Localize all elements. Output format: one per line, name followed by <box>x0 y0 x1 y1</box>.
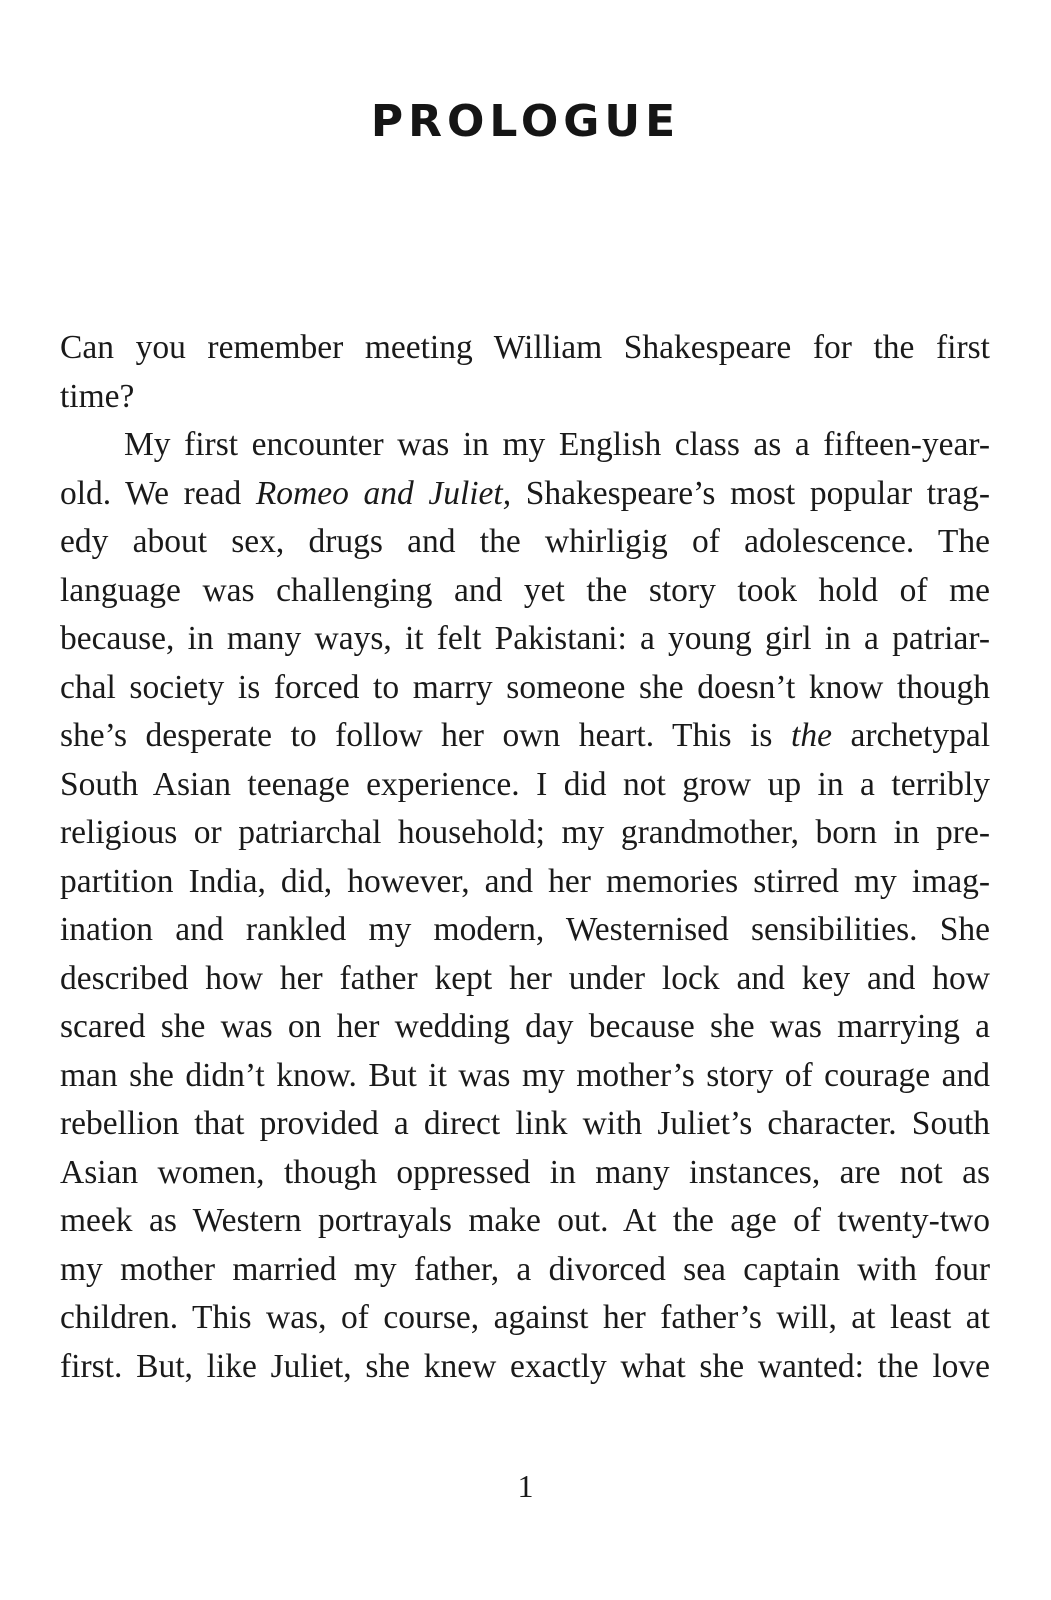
page-number: 1 <box>517 1468 534 1504</box>
text-line: Can you remember meeting William Shakespeare for the first <box>60 329 990 366</box>
text-line: edy about sex, drugs and the whirligig of adolescence. The <box>60 523 990 560</box>
text-line: chal society is forced to marry someone she doesn’t know though <box>60 668 990 706</box>
text-line: time? <box>60 377 135 415</box>
text-line: My first encounter was in my English class as a fifteen-year- <box>124 426 990 463</box>
text-line: South Asian teenage experience. I did not grow up in a terribly <box>60 765 990 803</box>
emphasis-italic: the <box>791 717 832 754</box>
text-line: meek as Western portrayals make out. At the age of twenty-two <box>60 1202 990 1239</box>
book-title-italic: Romeo and Juliet, <box>255 474 512 512</box>
text-line: religious or patriarchal household; my grandmother, born in pre- <box>60 814 990 851</box>
text-line: partition India, did, however, and her memories stirred my imag- <box>60 862 990 900</box>
text-segment: old. We read <box>60 474 256 512</box>
text-line <box>60 470 990 519</box>
text-line: man she didn’t know. But it was my mother’s story of courage and <box>60 1056 990 1094</box>
text-line: because, in many ways, it felt Pakistani: a young girl in a patriar- <box>60 620 990 657</box>
text-segment: Shakespeare’s most popular trag- <box>511 474 991 512</box>
text-line: my mother married my father, a divorced sea captain with four <box>60 1250 990 1288</box>
chapter-title: PROLOGUE <box>370 96 681 147</box>
text-line: scared she was on her wedding day because she was marrying a <box>60 1008 990 1045</box>
text-line: Asian women, though oppressed in many instances, are not as <box>60 1153 990 1191</box>
body-text <box>60 324 990 1391</box>
text-segment: she’s desperate to follow her own heart. This is <box>60 717 792 754</box>
text-line: children. This was, of course, against her father’s will, at least at <box>60 1299 990 1336</box>
text-segment: archetypal <box>831 717 990 754</box>
text-line: first. But, like Juliet, she knew exactly what she wanted: the love <box>60 1347 990 1385</box>
text-line: language was challenging and yet the story took hold of me <box>60 571 990 609</box>
text-line: described how her father kept her under lock and key and how <box>60 959 990 997</box>
text-line <box>60 712 990 761</box>
text-line: ination and rankled my modern, Westernised sensibilities. She <box>60 911 990 948</box>
text-line: rebellion that provided a direct link with Juliet’s character. South <box>60 1105 990 1142</box>
